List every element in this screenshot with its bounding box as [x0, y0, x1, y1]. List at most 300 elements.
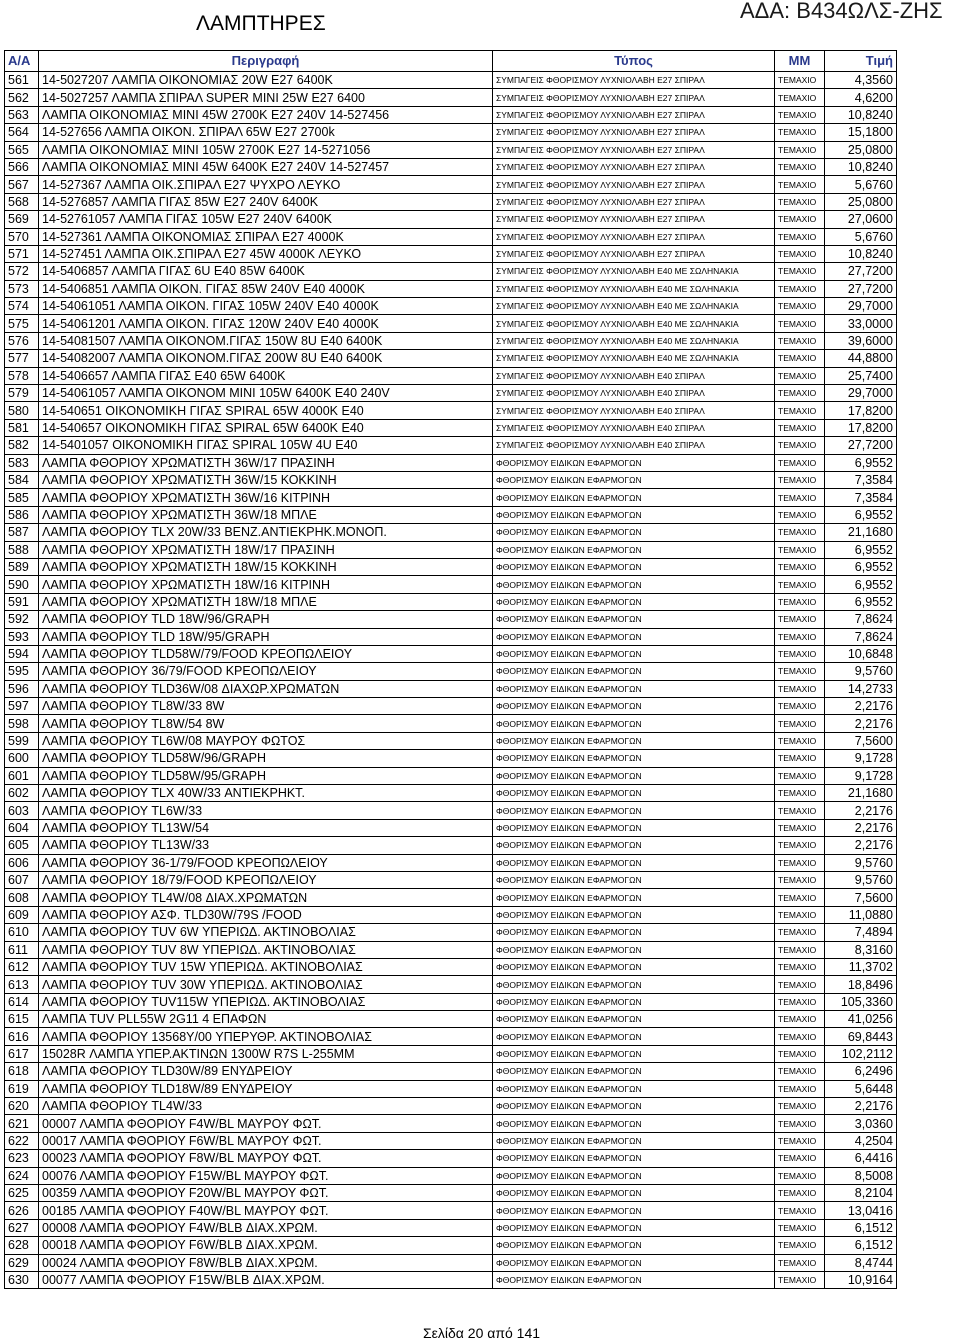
cell-price: 13,0416 — [825, 1202, 897, 1219]
cell-price: 6,9552 — [825, 558, 897, 575]
table-row — [5, 1098, 897, 1115]
cell-aa: 590 — [5, 576, 39, 593]
cell-aa: 561 — [5, 72, 39, 89]
cell-aa: 620 — [5, 1098, 39, 1115]
cell-description: ΛΑΜΠΑ ΦΘΟΡΙΟΥ TUV 8W ΥΠΕΡΙΩΔ. ΑΚΤΙΝΟΒΟΛΙΑΣ — [39, 941, 493, 958]
cell-description: ΛΑΜΠΑ ΦΘΟΡΙΟΥ 13568Y/00 ΥΠΕΡΥΘΡ. ΑΚΤΙΝΟΒΟΛΙΑΣ — [39, 1028, 493, 1045]
cell-aa: 588 — [5, 541, 39, 558]
cell-unit: ΤΕΜΑΧΙΟ — [775, 1045, 825, 1062]
cell-unit: ΤΕΜΑΧΙΟ — [775, 993, 825, 1010]
cell-description: ΛΑΜΠΑ ΦΘΟΡΙΟΥ TL13W/54 — [39, 819, 493, 836]
table-row — [5, 645, 897, 662]
cell-price: 2,2176 — [825, 698, 897, 715]
cell-type: ΦΘΟΡΙΣΜΟΥ ΕΙΔΙΚΩΝ ΕΦΑΡΜΟΓΩΝ — [493, 837, 775, 854]
cell-price: 10,8240 — [825, 106, 897, 123]
cell-description: 00023 ΛΑΜΠΑ ΦΘΟΡΙΟΥ F8W/BL ΜΑΥΡΟΥ ΦΩΤ. — [39, 1150, 493, 1167]
cell-price: 18,8496 — [825, 976, 897, 993]
cell-unit: ΤΕΜΑΧΙΟ — [775, 924, 825, 941]
cell-description: 14-527367 ΛΑΜΠΑ ΟΙΚ.ΣΠΙΡΑΛ Ε27 ΨΥΧΡΟ ΛΕΥΚΟ — [39, 176, 493, 193]
cell-type: ΦΘΟΡΙΣΜΟΥ ΕΙΔΙΚΩΝ ΕΦΑΡΜΟΓΩΝ — [493, 941, 775, 958]
table-row — [5, 680, 897, 697]
cell-type: ΦΘΟΡΙΣΜΟΥ ΕΙΔΙΚΩΝ ΕΦΑΡΜΟΓΩΝ — [493, 871, 775, 888]
cell-description: 14-527451 ΛΑΜΠΑ ΟΙΚ.ΣΠΙΡΑΛ Ε27 45W 4000K ΛΕΥΚΟ — [39, 245, 493, 262]
cell-aa: 567 — [5, 176, 39, 193]
cell-unit: ΤΕΜΑΧΙΟ — [775, 1219, 825, 1236]
cell-aa: 612 — [5, 958, 39, 975]
table-row — [5, 506, 897, 523]
cell-type: ΦΘΟΡΙΣΜΟΥ ΕΙΔΙΚΩΝ ΕΦΑΡΜΟΓΩΝ — [493, 1219, 775, 1236]
table-row — [5, 611, 897, 628]
cell-unit: ΤΕΜΑΧΙΟ — [775, 402, 825, 419]
cell-price: 5,6760 — [825, 228, 897, 245]
cell-aa: 584 — [5, 471, 39, 488]
table-row — [5, 1063, 897, 1080]
cell-type: ΣΥΜΠΑΓΕΙΣ ΦΘΟΡΙΣΜΟΥ ΛΥΧΝΙΟΛΑΒΗ Ε40 ΣΠΙΡΑΛ — [493, 367, 775, 384]
table-row — [5, 489, 897, 506]
cell-description: ΛΑΜΠΑ ΦΘΟΡΙΟΥ TLD58W/96/GRAPH — [39, 750, 493, 767]
cell-description: ΛΑΜΠΑ ΦΘΟΡΙΟΥ ΑΣΦ. TLD30W/79S /FOOD — [39, 906, 493, 923]
cell-aa: 589 — [5, 558, 39, 575]
cell-price: 7,5600 — [825, 732, 897, 749]
cell-type: ΦΘΟΡΙΣΜΟΥ ΕΙΔΙΚΩΝ ΕΦΑΡΜΟΓΩΝ — [493, 454, 775, 471]
cell-aa: 629 — [5, 1254, 39, 1271]
cell-description: ΛΑΜΠΑ ΦΘΟΡΙΟΥ TL4W/08 ΔΙΑΧ.ΧΡΩΜΑΤΩΝ — [39, 889, 493, 906]
cell-unit: ΤΕΜΑΧΙΟ — [775, 141, 825, 158]
cell-unit: ΤΕΜΑΧΙΟ — [775, 854, 825, 871]
cell-unit: ΤΕΜΑΧΙΟ — [775, 1202, 825, 1219]
cell-description: ΛΑΜΠΑ ΦΘΟΡΙΟΥ TUV 30W ΥΠΕΡΙΩΔ. ΑΚΤΙΝΟΒΟΛΙΑΣ — [39, 976, 493, 993]
cell-description: 14-54061057 ΛΑΜΠΑ ΟΙΚΟΝΟΜ MINI 105W 6400K E40 240V — [39, 385, 493, 402]
cell-type: ΣΥΜΠΑΓΕΙΣ ΦΘΟΡΙΣΜΟΥ ΛΥΧΝΙΟΛΑΒΗ Ε27 ΣΠΙΡΑΛ — [493, 228, 775, 245]
cell-type: ΣΥΜΠΑΓΕΙΣ ΦΘΟΡΙΣΜΟΥ ΛΥΧΝΙΟΛΑΒΗ Ε40 ΜΕ ΣΩΛΗΝΑΚΙΑ — [493, 298, 775, 315]
cell-unit: ΤΕΜΑΧΙΟ — [775, 541, 825, 558]
table-row — [5, 819, 897, 836]
cell-type: ΦΘΟΡΙΣΜΟΥ ΕΙΔΙΚΩΝ ΕΦΑΡΜΟΓΩΝ — [493, 611, 775, 628]
cell-aa: 599 — [5, 732, 39, 749]
cell-aa: 608 — [5, 889, 39, 906]
cell-description: 14-52761057 ΛΑΜΠΑ ΓΙΓΑΣ 105W E27 240V 6400K — [39, 211, 493, 228]
cell-price: 10,8240 — [825, 158, 897, 175]
table-row — [5, 1045, 897, 1062]
table-row — [5, 941, 897, 958]
cell-aa: 622 — [5, 1132, 39, 1149]
table-row — [5, 176, 897, 193]
cell-unit: ΤΕΜΑΧΙΟ — [775, 906, 825, 923]
cell-description: ΛΑΜΠΑ ΦΘΟΡΙΟΥ ΧΡΩΜΑΤΙΣΤΗ 36W/16 ΚΙΤΡΙΝΗ — [39, 489, 493, 506]
cell-price: 10,9164 — [825, 1271, 897, 1288]
table-row — [5, 1167, 897, 1184]
cell-unit: ΤΕΜΑΧΙΟ — [775, 89, 825, 106]
cell-aa: 568 — [5, 193, 39, 210]
cell-aa: 600 — [5, 750, 39, 767]
cell-price: 5,6448 — [825, 1080, 897, 1097]
cell-price: 41,0256 — [825, 1011, 897, 1028]
cell-aa: 595 — [5, 663, 39, 680]
cell-description: ΛΑΜΠΑ ΦΘΟΡΙΟΥ TLX 20W/33 BENZ.ΑΝΤΙΕΚΡΗΚ.ΜΟΝΟΠ. — [39, 524, 493, 541]
cell-unit: ΤΕΜΑΧΙΟ — [775, 72, 825, 89]
cell-price: 4,6200 — [825, 89, 897, 106]
cell-aa: 627 — [5, 1219, 39, 1236]
cell-description: ΛΑΜΠΑ ΦΘΟΡΙΟΥ TL8W/54 8W — [39, 715, 493, 732]
cell-aa: 581 — [5, 419, 39, 436]
cell-unit: ΤΕΜΑΧΙΟ — [775, 611, 825, 628]
cell-unit: ΤΕΜΑΧΙΟ — [775, 437, 825, 454]
cell-description: ΛΑΜΠΑ ΦΘΟΡΙΟΥ TLD 18W/96/GRAPH — [39, 611, 493, 628]
cell-price: 6,9552 — [825, 506, 897, 523]
cell-aa: 563 — [5, 106, 39, 123]
table-row — [5, 158, 897, 175]
cell-description: 00359 ΛΑΜΠΑ ΦΘΟΡΙΟΥ F20W/BL ΜΑΥΡΟΥ ΦΩΤ. — [39, 1185, 493, 1202]
cell-price: 8,3160 — [825, 941, 897, 958]
cell-price: 17,8200 — [825, 402, 897, 419]
cell-unit: ΤΕΜΑΧΙΟ — [775, 385, 825, 402]
table-row — [5, 854, 897, 871]
cell-price: 3,0360 — [825, 1115, 897, 1132]
cell-description: 14-5406657 ΛΑΜΠΑ ΓΙΓΑΣ E40 65W 6400K — [39, 367, 493, 384]
cell-price: 6,2496 — [825, 1063, 897, 1080]
cell-aa: 565 — [5, 141, 39, 158]
cell-unit: ΤΕΜΑΧΙΟ — [775, 367, 825, 384]
column-header-description: Περιγραφή — [39, 51, 493, 72]
cell-description: 14-5406857 ΛΑΜΠΑ ΓΙΓΑΣ 6U E40 85W 6400K — [39, 263, 493, 280]
table-row — [5, 576, 897, 593]
cell-price: 6,1512 — [825, 1219, 897, 1236]
cell-type: ΦΘΟΡΙΣΜΟΥ ΕΙΔΙΚΩΝ ΕΦΑΡΜΟΓΩΝ — [493, 1115, 775, 1132]
cell-description: ΛΑΜΠΑ ΟΙΚΟΝΟΜΙΑΣ MINI 105W 2700K E27 14-5271056 — [39, 141, 493, 158]
cell-price: 33,0000 — [825, 315, 897, 332]
cell-unit: ΤΕΜΑΧΙΟ — [775, 663, 825, 680]
cell-aa: 616 — [5, 1028, 39, 1045]
cell-aa: 573 — [5, 280, 39, 297]
cell-price: 105,3360 — [825, 993, 897, 1010]
cell-unit: ΤΕΜΑΧΙΟ — [775, 785, 825, 802]
cell-description: 00024 ΛΑΜΠΑ ΦΘΟΡΙΟΥ F8W/BLB ΔΙΑΧ.ΧΡΩΜ. — [39, 1254, 493, 1271]
cell-price: 27,7200 — [825, 263, 897, 280]
cell-aa: 615 — [5, 1011, 39, 1028]
cell-description: 14-54082007 ΛΑΜΠΑ ΟΙΚΟΝΟΜ.ΓΙΓΑΣ 200W 8U E40 6400K — [39, 350, 493, 367]
table-row — [5, 1132, 897, 1149]
cell-price: 9,5760 — [825, 871, 897, 888]
cell-price: 6,9552 — [825, 576, 897, 593]
cell-description: ΛΑΜΠΑ ΦΘΟΡΙΟΥ TL6W/08 ΜΑΥΡΟΥ ΦΩΤΟΣ — [39, 732, 493, 749]
table-row — [5, 141, 897, 158]
cell-aa: 583 — [5, 454, 39, 471]
cell-unit: ΤΕΜΑΧΙΟ — [775, 1271, 825, 1288]
cell-type: ΦΘΟΡΙΣΜΟΥ ΕΙΔΙΚΩΝ ΕΦΑΡΜΟΓΩΝ — [493, 506, 775, 523]
cell-type: ΦΘΟΡΙΣΜΟΥ ΕΙΔΙΚΩΝ ΕΦΑΡΜΟΓΩΝ — [493, 976, 775, 993]
cell-aa: 576 — [5, 332, 39, 349]
cell-aa: 619 — [5, 1080, 39, 1097]
cell-price: 6,9552 — [825, 454, 897, 471]
cell-description: 15028R ΛΑΜΠΑ ΥΠΕΡ.ΑΚΤΙΝΩΝ 1300W R7S L-255MM — [39, 1045, 493, 1062]
cell-type: ΦΘΟΡΙΣΜΟΥ ΕΙΔΙΚΩΝ ΕΦΑΡΜΟΓΩΝ — [493, 1254, 775, 1271]
cell-unit: ΤΕΜΑΧΙΟ — [775, 106, 825, 123]
cell-unit: ΤΕΜΑΧΙΟ — [775, 298, 825, 315]
cell-type: ΣΥΜΠΑΓΕΙΣ ΦΘΟΡΙΣΜΟΥ ΛΥΧΝΙΟΛΑΒΗ Ε27 ΣΠΙΡΑΛ — [493, 193, 775, 210]
cell-price: 2,2176 — [825, 837, 897, 854]
cell-unit: ΤΕΜΑΧΙΟ — [775, 419, 825, 436]
cell-type: ΦΘΟΡΙΣΜΟΥ ΕΙΔΙΚΩΝ ΕΦΑΡΜΟΓΩΝ — [493, 524, 775, 541]
cell-unit: ΤΕΜΑΧΙΟ — [775, 489, 825, 506]
cell-aa: 578 — [5, 367, 39, 384]
cell-description: ΛΑΜΠΑ ΦΘΟΡΙΟΥ TLD30W/89 ΕΝΥΔΡΕΙΟΥ — [39, 1063, 493, 1080]
table-row — [5, 993, 897, 1010]
table-row — [5, 698, 897, 715]
cell-price: 10,8240 — [825, 245, 897, 262]
cell-aa: 577 — [5, 350, 39, 367]
table-row — [5, 663, 897, 680]
cell-price: 9,5760 — [825, 854, 897, 871]
cell-type: ΣΥΜΠΑΓΕΙΣ ΦΘΟΡΙΣΜΟΥ ΛΥΧΝΙΟΛΑΒΗ Ε40 ΜΕ ΣΩΛΗΝΑΚΙΑ — [493, 350, 775, 367]
cell-unit: ΤΕΜΑΧΙΟ — [775, 1132, 825, 1149]
cell-aa: 569 — [5, 211, 39, 228]
cell-aa: 601 — [5, 767, 39, 784]
cell-type: ΣΥΜΠΑΓΕΙΣ ΦΘΟΡΙΣΜΟΥ ΛΥΧΝΙΟΛΑΒΗ Ε40 ΜΕ ΣΩΛΗΝΑΚΙΑ — [493, 263, 775, 280]
cell-type: ΣΥΜΠΑΓΕΙΣ ΦΘΟΡΙΣΜΟΥ ΛΥΧΝΙΟΛΑΒΗ Ε27 ΣΠΙΡΑΛ — [493, 211, 775, 228]
cell-description: 14-54061051 ΛΑΜΠΑ ΟΙΚΟΝ. ΓΙΓΑΣ 105W 240V E40 4000K — [39, 298, 493, 315]
page-title: ΛΑΜΠΤΗΡΕΣ — [196, 12, 326, 35]
cell-price: 25,0800 — [825, 141, 897, 158]
cell-type: ΦΘΟΡΙΣΜΟΥ ΕΙΔΙΚΩΝ ΕΦΑΡΜΟΓΩΝ — [493, 1237, 775, 1254]
cell-price: 2,2176 — [825, 715, 897, 732]
cell-unit: ΤΕΜΑΧΙΟ — [775, 645, 825, 662]
cell-price: 2,2176 — [825, 1098, 897, 1115]
cell-unit: ΤΕΜΑΧΙΟ — [775, 350, 825, 367]
cell-type: ΦΘΟΡΙΣΜΟΥ ΕΙΔΙΚΩΝ ΕΦΑΡΜΟΓΩΝ — [493, 750, 775, 767]
cell-type: ΦΘΟΡΙΣΜΟΥ ΕΙΔΙΚΩΝ ΕΦΑΡΜΟΓΩΝ — [493, 663, 775, 680]
table-row — [5, 350, 897, 367]
cell-price: 25,0800 — [825, 193, 897, 210]
cell-description: ΛΑΜΠΑ ΦΘΟΡΙΟΥ 36/79/FOOD ΚΡΕΟΠΩΛΕΙΟΥ — [39, 663, 493, 680]
cell-aa: 587 — [5, 524, 39, 541]
cell-description: 00008 ΛΑΜΠΑ ΦΘΟΡΙΟΥ F4W/BLB ΔΙΑΧ.ΧΡΩΜ. — [39, 1219, 493, 1236]
cell-description: 14-5027207 ΛΑΜΠΑ ΟΙΚΟΝΟΜΙΑΣ 20W E27 6400K — [39, 72, 493, 89]
cell-description: 14-5276857 ΛΑΜΠΑ ΓΙΓΑΣ 85W E27 240V 6400K — [39, 193, 493, 210]
cell-description: ΛΑΜΠΑ ΦΘΟΡΙΟΥ 18/79/FOOD ΚΡΕΟΠΩΛΕΙΟΥ — [39, 871, 493, 888]
cell-price: 7,8624 — [825, 628, 897, 645]
cell-aa: 624 — [5, 1167, 39, 1184]
cell-price: 7,3584 — [825, 471, 897, 488]
cell-unit: ΤΕΜΑΧΙΟ — [775, 750, 825, 767]
cell-description: 14-540651 ΟΙΚΟΝΟΜΙΚΗ ΓΙΓΑΣ SPIRAL 65W 4000K E40 — [39, 402, 493, 419]
cell-unit: ΤΕΜΑΧΙΟ — [775, 819, 825, 836]
table-header-row — [5, 51, 897, 72]
cell-aa: 585 — [5, 489, 39, 506]
cell-description: 14-527361 ΛΑΜΠΑ ΟΙΚΟΝΟΜΙΑΣ ΣΠΙΡΑΛ E27 4000K — [39, 228, 493, 245]
cell-description: ΛΑΜΠΑ ΦΘΟΡΙΟΥ TLX 40W/33 ΑΝΤΙΕΚΡΗΚΤ. — [39, 785, 493, 802]
cell-type: ΦΘΟΡΙΣΜΟΥ ΕΙΔΙΚΩΝ ΕΦΑΡΜΟΓΩΝ — [493, 1045, 775, 1062]
cell-aa: 598 — [5, 715, 39, 732]
cell-price: 14,2733 — [825, 680, 897, 697]
cell-unit: ΤΕΜΑΧΙΟ — [775, 1185, 825, 1202]
price-table — [4, 50, 897, 1289]
cell-aa: 566 — [5, 158, 39, 175]
cell-price: 9,5760 — [825, 663, 897, 680]
cell-aa: 630 — [5, 1271, 39, 1288]
cell-aa: 591 — [5, 593, 39, 610]
cell-price: 2,2176 — [825, 802, 897, 819]
cell-description: ΛΑΜΠΑ ΦΘΟΡΙΟΥ ΧΡΩΜΑΤΙΣΤΗ 18W/17 ΠΡΑΣΙΝΗ — [39, 541, 493, 558]
column-header-unit: ΜΜ — [775, 51, 825, 72]
cell-type: ΣΥΜΠΑΓΕΙΣ ΦΘΟΡΙΣΜΟΥ ΛΥΧΝΙΟΛΑΒΗ Ε27 ΣΠΙΡΑΛ — [493, 158, 775, 175]
table-row — [5, 1028, 897, 1045]
table-row — [5, 193, 897, 210]
cell-description: 14-5401057 ΟΙΚΟΝΟΜΙΚΗ ΓΙΓΑΣ SPIRAL 105W 4U E40 — [39, 437, 493, 454]
table-row — [5, 1115, 897, 1132]
cell-unit: ΤΕΜΑΧΙΟ — [775, 576, 825, 593]
cell-description: ΛΑΜΠΑ ΦΘΟΡΙΟΥ TLD18W/89 ΕΝΥΔΡΕΙΟΥ — [39, 1080, 493, 1097]
cell-description: 14-5406851 ΛΑΜΠΑ ΟΙΚΟΝ. ΓΙΓΑΣ 85W 240V E40 4000K — [39, 280, 493, 297]
cell-price: 21,1680 — [825, 785, 897, 802]
table-row — [5, 228, 897, 245]
cell-type: ΦΘΟΡΙΣΜΟΥ ΕΙΔΙΚΩΝ ΕΦΑΡΜΟΓΩΝ — [493, 541, 775, 558]
cell-unit: ΤΕΜΑΧΙΟ — [775, 158, 825, 175]
cell-type: ΦΘΟΡΙΣΜΟΥ ΕΙΔΙΚΩΝ ΕΦΑΡΜΟΓΩΝ — [493, 1011, 775, 1028]
cell-unit: ΤΕΜΑΧΙΟ — [775, 715, 825, 732]
cell-aa: 594 — [5, 645, 39, 662]
table-row — [5, 367, 897, 384]
cell-aa: 623 — [5, 1150, 39, 1167]
cell-aa: 625 — [5, 1185, 39, 1202]
cell-type: ΦΘΟΡΙΣΜΟΥ ΕΙΔΙΚΩΝ ΕΦΑΡΜΟΓΩΝ — [493, 924, 775, 941]
cell-type: ΦΘΟΡΙΣΜΟΥ ΕΙΔΙΚΩΝ ΕΦΑΡΜΟΓΩΝ — [493, 576, 775, 593]
cell-unit: ΤΕΜΑΧΙΟ — [775, 524, 825, 541]
cell-description: ΛΑΜΠΑ ΦΘΟΡΙΟΥ 36-1/79/FOOD ΚΡΕΟΠΩΛΕΙΟΥ — [39, 854, 493, 871]
cell-price: 6,9552 — [825, 541, 897, 558]
table-row — [5, 124, 897, 141]
table-row — [5, 732, 897, 749]
page-number: Σελίδα 20 από 141 — [423, 1325, 541, 1341]
cell-type: ΣΥΜΠΑΓΕΙΣ ΦΘΟΡΙΣΜΟΥ ΛΥΧΝΙΟΛΑΒΗ Ε27 ΣΠΙΡΑΛ — [493, 141, 775, 158]
cell-aa: 582 — [5, 437, 39, 454]
table-row — [5, 106, 897, 123]
cell-type: ΦΘΟΡΙΣΜΟΥ ΕΙΔΙΚΩΝ ΕΦΑΡΜΟΓΩΝ — [493, 558, 775, 575]
table-row — [5, 471, 897, 488]
cell-aa: 610 — [5, 924, 39, 941]
cell-price: 21,1680 — [825, 524, 897, 541]
cell-type: ΦΘΟΡΙΣΜΟΥ ΕΙΔΙΚΩΝ ΕΦΑΡΜΟΓΩΝ — [493, 889, 775, 906]
cell-type: ΣΥΜΠΑΓΕΙΣ ΦΘΟΡΙΣΜΟΥ ΛΥΧΝΙΟΛΑΒΗ Ε40 ΣΠΙΡΑΛ — [493, 437, 775, 454]
cell-unit: ΤΕΜΑΧΙΟ — [775, 1063, 825, 1080]
cell-type: ΣΥΜΠΑΓΕΙΣ ΦΘΟΡΙΣΜΟΥ ΛΥΧΝΙΟΛΑΒΗ Ε40 ΜΕ ΣΩΛΗΝΑΚΙΑ — [493, 332, 775, 349]
cell-description: 00076 ΛΑΜΠΑ ΦΘΟΡΙΟΥ F15W/BL ΜΑΥΡΟΥ ΦΩΤ. — [39, 1167, 493, 1184]
cell-price: 8,2104 — [825, 1185, 897, 1202]
cell-type: ΦΘΟΡΙΣΜΟΥ ΕΙΔΙΚΩΝ ΕΦΑΡΜΟΓΩΝ — [493, 628, 775, 645]
table-row — [5, 1185, 897, 1202]
table-row — [5, 976, 897, 993]
table-row — [5, 958, 897, 975]
cell-aa: 628 — [5, 1237, 39, 1254]
cell-aa: 593 — [5, 628, 39, 645]
cell-unit: ΤΕΜΑΧΙΟ — [775, 680, 825, 697]
cell-unit: ΤΕΜΑΧΙΟ — [775, 211, 825, 228]
cell-type: ΦΘΟΡΙΣΜΟΥ ΕΙΔΙΚΩΝ ΕΦΑΡΜΟΓΩΝ — [493, 1028, 775, 1045]
table-row — [5, 1202, 897, 1219]
cell-price: 7,3584 — [825, 489, 897, 506]
cell-description: 14-527656 ΛΑΜΠΑ ΟΙΚΟΝ. ΣΠΙΡΑΛ 65W E27 2700k — [39, 124, 493, 141]
cell-type: ΣΥΜΠΑΓΕΙΣ ΦΘΟΡΙΣΜΟΥ ΛΥΧΝΙΟΛΑΒΗ Ε40 ΜΕ ΣΩΛΗΝΑΚΙΑ — [493, 315, 775, 332]
cell-unit: ΤΕΜΑΧΙΟ — [775, 263, 825, 280]
table-row — [5, 1219, 897, 1236]
table-row — [5, 419, 897, 436]
cell-price: 7,4894 — [825, 924, 897, 941]
cell-unit: ΤΕΜΑΧΙΟ — [775, 1254, 825, 1271]
cell-description: ΛΑΜΠΑ ΦΘΟΡΙΟΥ TL6W/33 — [39, 802, 493, 819]
cell-price: 8,4744 — [825, 1254, 897, 1271]
cell-description: ΛΑΜΠΑ ΦΘΟΡΙΟΥ TL13W/33 — [39, 837, 493, 854]
cell-unit: ΤΕΜΑΧΙΟ — [775, 1237, 825, 1254]
cell-unit: ΤΕΜΑΧΙΟ — [775, 958, 825, 975]
table-row — [5, 1080, 897, 1097]
table-row — [5, 1011, 897, 1028]
cell-unit: ΤΕΜΑΧΙΟ — [775, 1115, 825, 1132]
cell-type: ΦΘΟΡΙΣΜΟΥ ΕΙΔΙΚΩΝ ΕΦΑΡΜΟΓΩΝ — [493, 1063, 775, 1080]
cell-aa: 613 — [5, 976, 39, 993]
column-header-price: Τιμή — [825, 51, 897, 72]
cell-aa: 562 — [5, 89, 39, 106]
cell-type: ΦΘΟΡΙΣΜΟΥ ΕΙΔΙΚΩΝ ΕΦΑΡΜΟΓΩΝ — [493, 1271, 775, 1288]
cell-unit: ΤΕΜΑΧΙΟ — [775, 837, 825, 854]
table-row — [5, 402, 897, 419]
cell-aa: 586 — [5, 506, 39, 523]
cell-price: 69,8443 — [825, 1028, 897, 1045]
table-row — [5, 1150, 897, 1167]
cell-price: 6,1512 — [825, 1237, 897, 1254]
table-row — [5, 715, 897, 732]
cell-type: ΣΥΜΠΑΓΕΙΣ ΦΘΟΡΙΣΜΟΥ ΛΥΧΝΙΟΛΑΒΗ Ε27 ΣΠΙΡΑΛ — [493, 245, 775, 262]
cell-price: 29,7000 — [825, 298, 897, 315]
cell-price: 25,7400 — [825, 367, 897, 384]
cell-type: ΣΥΜΠΑΓΕΙΣ ΦΘΟΡΙΣΜΟΥ ΛΥΧΝΙΟΛΑΒΗ Ε27 ΣΠΙΡΑΛ — [493, 176, 775, 193]
cell-unit: ΤΕΜΑΧΙΟ — [775, 976, 825, 993]
table-row — [5, 889, 897, 906]
table-row — [5, 593, 897, 610]
cell-price: 102,2112 — [825, 1045, 897, 1062]
table-row — [5, 524, 897, 541]
table-row — [5, 802, 897, 819]
cell-description: ΛΑΜΠΑ ΦΘΟΡΙΟΥ ΧΡΩΜΑΤΙΣΤΗ 18W/16 ΚΙΤΡΙΝΗ — [39, 576, 493, 593]
cell-aa: 574 — [5, 298, 39, 315]
cell-description: ΛΑΜΠΑ ΦΘΟΡΙΟΥ TUV 6W ΥΠΕΡΙΩΔ. ΑΚΤΙΝΟΒΟΛΙΑΣ — [39, 924, 493, 941]
cell-aa: 611 — [5, 941, 39, 958]
cell-type: ΦΘΟΡΙΣΜΟΥ ΕΙΔΙΚΩΝ ΕΦΑΡΜΟΓΩΝ — [493, 680, 775, 697]
cell-unit: ΤΕΜΑΧΙΟ — [775, 1167, 825, 1184]
cell-unit: ΤΕΜΑΧΙΟ — [775, 1150, 825, 1167]
cell-type: ΦΘΟΡΙΣΜΟΥ ΕΙΔΙΚΩΝ ΕΦΑΡΜΟΓΩΝ — [493, 906, 775, 923]
cell-unit: ΤΕΜΑΧΙΟ — [775, 245, 825, 262]
table-row — [5, 558, 897, 575]
cell-description: ΛΑΜΠΑ ΦΘΟΡΙΟΥ TLD36W/08 ΔΙΑΧΩΡ.ΧΡΩΜΑΤΩΝ — [39, 680, 493, 697]
cell-type: ΦΘΟΡΙΣΜΟΥ ΕΙΔΙΚΩΝ ΕΦΑΡΜΟΓΩΝ — [493, 1132, 775, 1149]
table-row — [5, 89, 897, 106]
cell-unit: ΤΕΜΑΧΙΟ — [775, 558, 825, 575]
cell-type: ΦΘΟΡΙΣΜΟΥ ΕΙΔΙΚΩΝ ΕΦΑΡΜΟΓΩΝ — [493, 1167, 775, 1184]
cell-price: 6,4416 — [825, 1150, 897, 1167]
table-row — [5, 541, 897, 558]
cell-unit: ΤΕΜΑΧΙΟ — [775, 593, 825, 610]
cell-aa: 575 — [5, 315, 39, 332]
cell-type: ΦΘΟΡΙΣΜΟΥ ΕΙΔΙΚΩΝ ΕΦΑΡΜΟΓΩΝ — [493, 1150, 775, 1167]
cell-aa: 564 — [5, 124, 39, 141]
cell-type: ΦΘΟΡΙΣΜΟΥ ΕΙΔΙΚΩΝ ΕΦΑΡΜΟΓΩΝ — [493, 645, 775, 662]
cell-description: 14-54081507 ΛΑΜΠΑ ΟΙΚΟΝΟΜ.ΓΙΓΑΣ 150W 8U E40 6400K — [39, 332, 493, 349]
cell-price: 11,0880 — [825, 906, 897, 923]
cell-aa: 571 — [5, 245, 39, 262]
cell-aa: 604 — [5, 819, 39, 836]
cell-description: 14-54061201 ΛΑΜΠΑ ΟΙΚΟΝ. ΓΙΓΑΣ 120W 240V E40 4000K — [39, 315, 493, 332]
cell-type: ΦΘΟΡΙΣΜΟΥ ΕΙΔΙΚΩΝ ΕΦΑΡΜΟΓΩΝ — [493, 732, 775, 749]
cell-type: ΣΥΜΠΑΓΕΙΣ ΦΘΟΡΙΣΜΟΥ ΛΥΧΝΙΟΛΑΒΗ Ε40 ΣΠΙΡΑΛ — [493, 385, 775, 402]
